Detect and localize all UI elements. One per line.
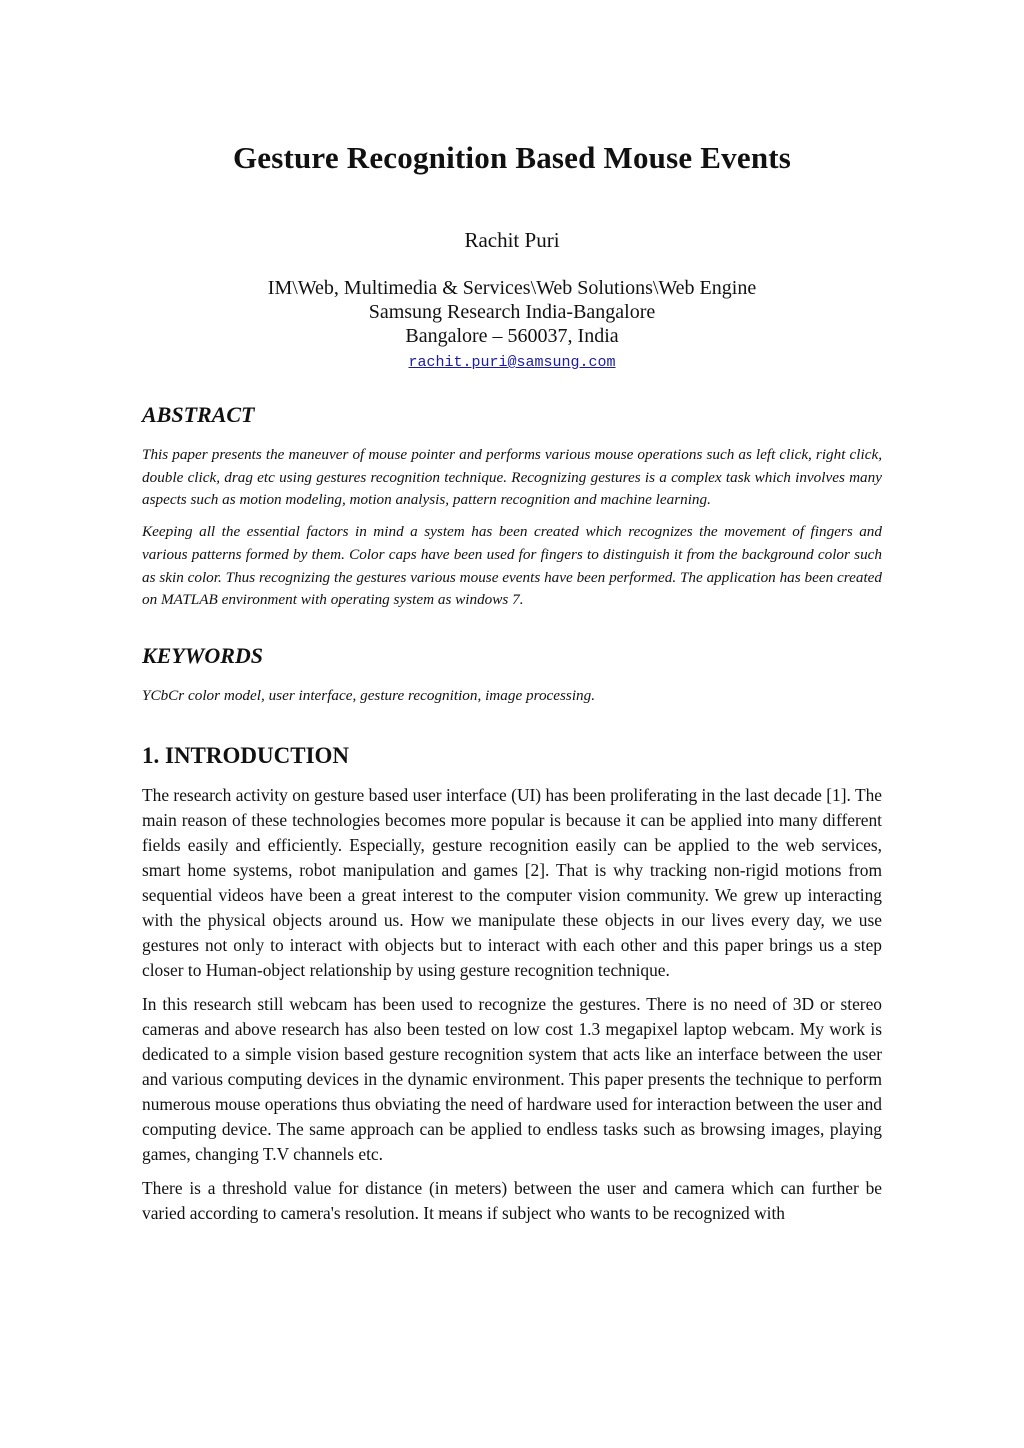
abstract-paragraph: This paper presents the maneuver of mouse pointer and performs various mouse operations such as left click, right click, double click, drag etc using gestures recognition technique. Recognizing gestures is a complex task which involves many aspects such as motion modeling, motion analysis, pattern recognition and machine learning.: [142, 446, 882, 509]
paper-body: [142, 400, 882, 1235]
keywords-text: YCbCr color model, user interface, gesture recognition, image processing.: [142, 686, 596, 704]
paper-title: Gesture Recognition Based Mouse Events: [232, 140, 792, 175]
author-affiliation: [0, 276, 1024, 374]
introduction-heading: 1. INTRODUCTION: [142, 742, 350, 768]
abstract-heading: ABSTRACT: [142, 402, 255, 427]
introduction-paragraph: In this research still webcam has been used to recognize the gestures. There is no need of 3D or stereo cameras and above research has also been tested on low cost 1.3 megapixel laptop webcam. My work is dedicated to a simple vision based gesture recognition system that acts like an interface between the user and various computing devices in the dynamic environment. This paper presents the technique to perform numerous mouse operations thus obviating the need of hardware used for interaction between the user and computing device. The same approach can be applied to endless tasks such as browsing images, playing games, changing T.V channels etc.: [142, 993, 882, 1164]
author-name: Rachit Puri: [464, 228, 560, 252]
affiliation-line-address: Bangalore – 560037, India: [405, 325, 619, 347]
introduction-paragraph: The research activity on gesture based user interface (UI) has been proliferating in the last decade [1]. The main reason of these technologies becomes more popular is because it can be applied into many different fields easily and efficiently. Especially, gesture recognition easily can be applied to the web services, smart home systems, robot manipulation and games [2]. That is why tracking non-rigid motions from sequential videos have been a great interest to the computer vision community. We grew up interacting with the physical objects around us. How we manipulate these objects in our lives every day, we use gestures not only to interact with objects but to interact with each other and this paper brings us a step closer to Human-object relationship by using gesture recognition technique.: [142, 784, 882, 980]
keywords-heading: KEYWORDS: [142, 642, 264, 668]
abstract-paragraph: Keeping all the essential factors in mind a system has been created which recognizes the movement of fingers and various patterns formed by them. Color caps have been used for fingers to distinguish it from the background color such as skin color. Thus recognizing the gestures various mouse events have been performed. The application has been created on MATLAB environment with operating system as windows 7.: [142, 523, 882, 609]
introduction-paragraph: There is a threshold value for distance (in meters) between the user and camera which can further be varied according to camera's resolution. It means if subject who wants to be recognized with: [142, 1177, 882, 1223]
author-email-link[interactable]: rachit.puri@samsung.com: [408, 354, 616, 371]
affiliation-line-department: IM\Web, Multimedia & Services\Web Solutions\Web Engine: [267, 277, 757, 299]
affiliation-line-organization: Samsung Research India-Bangalore: [368, 301, 656, 323]
